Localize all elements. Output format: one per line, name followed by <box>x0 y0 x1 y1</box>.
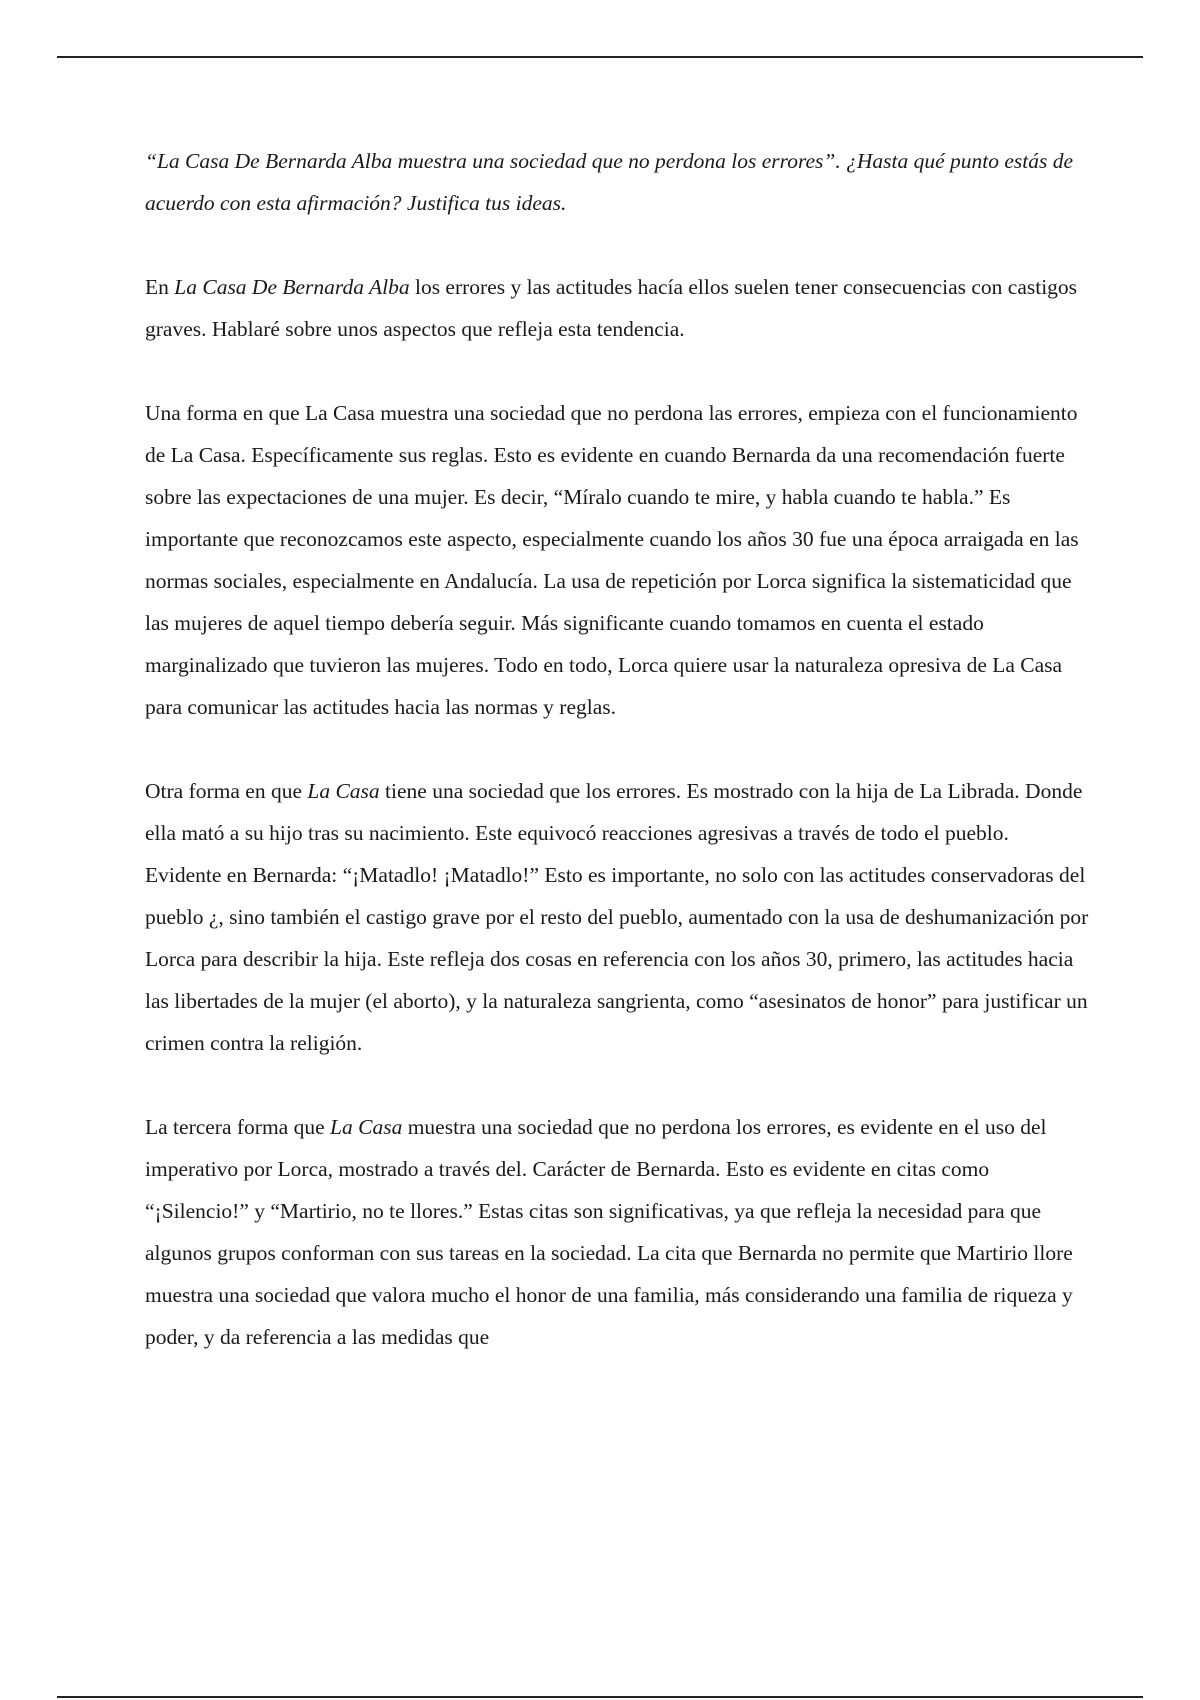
para3-work-title: La Casa <box>330 1115 403 1139</box>
document-body <box>145 140 1090 1358</box>
para3-text-after: muestra una sociedad que no perdona los errores, es evidente en el uso del imperativo por Lorca, mostrado a través del. Carácter de Bernarda. Esto es evidente en citas como “¡Silencio!” y “Martirio, no te llores.” Estas citas son significativas, ya que refleja la necesidad para que algunos grupos conforman con sus tareas en la sociedad. La cita que Bernarda no permite que Martirio llore muestra una sociedad que valora mucho el honor de una familia, más considerando una familia de riqueza y poder, y da referencia a las medidas que <box>145 1115 1073 1349</box>
header-rule <box>57 56 1143 58</box>
essay-prompt: “La Casa De Bernarda Alba muestra una sociedad que no perdona los errores”. ¿Hasta qué punto estás de acuerdo con esta afirmación? Justifica tus ideas. <box>145 149 1074 215</box>
intro-work-title: La Casa De Bernarda Alba <box>174 275 410 299</box>
para2-work-title: La Casa <box>307 779 380 803</box>
paragraph-1: Una forma en que La Casa muestra una sociedad que no perdona las errores, empieza con el funcionamiento de La Casa. Específicamente sus reglas. Esto es evidente en cuando Bernarda da una recomendación fuerte sobre las expectaciones de una mujer. Es decir, “Míralo cuando te mire, y habla cuando te habla.” Es importante que reconozcamos este aspecto, especialmente cuando los años 30 fue una época arraigada en las normas sociales, especialmente en Andalucía. La usa de repetición por Lorca significa la sistematicidad que las mujeres de aquel tiempo debería seguir. Más significante cuando tomamos en cuenta el estado marginalizado que tuvieron las mujeres. Todo en todo, Lorca quiere usar la naturaleza opresiva de La Casa para comunicar las actitudes hacia las normas y reglas. <box>145 401 1079 719</box>
paragraph-intro <box>145 266 1090 350</box>
paragraph-2 <box>145 770 1090 1064</box>
para2-text-after: tiene una sociedad que los errores. Es mostrado con la hija de La Librada. Donde ella mató a su hijo tras su nacimiento. Este equivocó reacciones agresivas a través de todo el pueblo. Evidente en Bernarda: “¡Matadlo! ¡Matadlo!” Esto es importante, no solo con las actitudes conservadoras del pueblo ¿, sino también el castigo grave por el resto del pueblo, aumentado con la usa de deshumanización por Lorca para describir la hija. Este refleja dos cosas en referencia con los años 30, primero, las actitudes hacia las libertades de la mujer (el aborto), y la naturaleza sangrienta, como “asesinatos de honor” para justificar un crimen contra la religión. <box>145 779 1089 1055</box>
para2-text-before: Otra forma en que <box>145 779 308 803</box>
para3-text-before: La tercera forma que <box>145 1115 331 1139</box>
paragraph-3 <box>145 1106 1090 1358</box>
intro-text-before: En <box>145 275 175 299</box>
footer-rule <box>57 1696 1143 1698</box>
intro-text-after: los errores y las actitudes hacía ellos suelen tener consecuencias con castigos graves. Hablaré sobre unos aspectos que refleja esta tendencia. <box>145 275 1078 341</box>
